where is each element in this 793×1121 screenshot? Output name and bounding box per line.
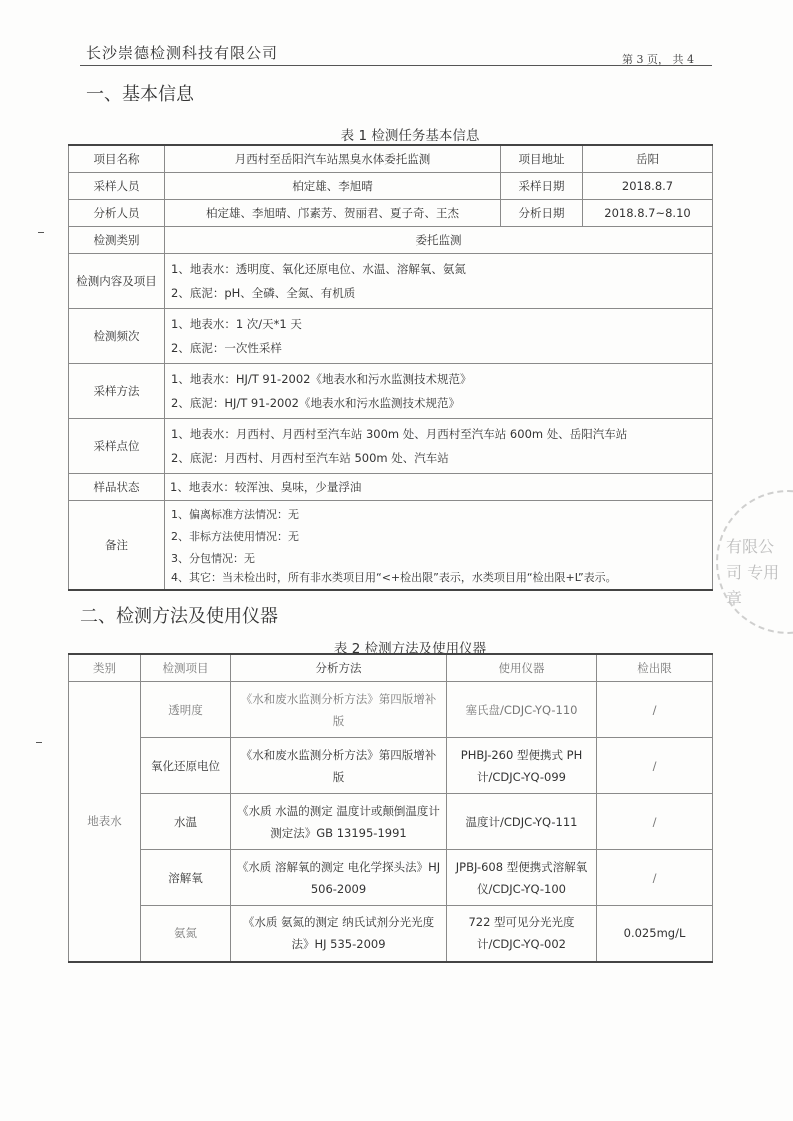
column-header: 分析方法: [231, 654, 447, 682]
column-header: 检测项目: [141, 654, 231, 682]
instrument-cell: 温度计/CDJC-YQ-111: [447, 794, 597, 850]
limit-cell: 0.025mg/L: [597, 906, 713, 962]
page-number: 第 3 页， 共 4: [622, 53, 694, 66]
cell-label: 分析日期: [501, 200, 583, 227]
item-cell: 溶解氧: [141, 850, 231, 906]
table-row: [69, 474, 713, 501]
sampler: 柏定雄、李旭晴: [165, 173, 501, 200]
table-row: [69, 682, 713, 738]
column-header: 使用仪器: [447, 654, 597, 682]
header-rule: [80, 65, 712, 66]
remark-line: 2、非标方法使用情况：无: [171, 530, 299, 543]
item-cell: 氧化还原电位: [141, 738, 231, 794]
frequency-line: 1、地表水：1 次/天*1 天: [171, 317, 302, 331]
content-line: 2、底泥：pH、全磷、全氮、有机质: [171, 286, 356, 300]
method-cell: 《水和废水监测分析方法》第四版增补版: [231, 738, 447, 794]
test-content: [165, 254, 713, 309]
frequency: [165, 309, 713, 364]
instrument-cell: 722 型可见分光光度计/CDJC-YQ-002: [447, 906, 597, 962]
cell-label: 采样日期: [501, 173, 583, 200]
table-row: [69, 738, 713, 794]
item-cell: 氨氮: [141, 906, 231, 962]
table-row: [69, 501, 713, 591]
remark-line: 3、分包情况：无: [171, 552, 255, 565]
methods-table: [68, 653, 713, 963]
cell-label: 检测类别: [69, 227, 165, 254]
remark-line: 1、偏离标准方法情况：无: [171, 508, 299, 521]
cell-label: 采样方法: [69, 364, 165, 419]
item-cell: 水温: [141, 794, 231, 850]
instrument-cell: 塞氏盘/CDJC-YQ-110: [447, 682, 597, 738]
cell-label: 备注: [69, 501, 165, 591]
table-header-row: [69, 654, 713, 682]
method-cell: 《水和废水监测分析方法》第四版增补版: [231, 682, 447, 738]
table-row: [69, 906, 713, 962]
table-row: [69, 850, 713, 906]
cell-label: 检测频次: [69, 309, 165, 364]
remark-line: 4、其它：当未检出时，所有非水类项目用“<+检出限”表示，水类项目用“检出限+L”表示。: [171, 571, 617, 584]
company-name: 长沙崇德检测科技有限公司: [86, 44, 279, 62]
project-address: 岳阳: [583, 145, 713, 173]
project-name: 月西村至岳阳汽车站黑臭水体委托监测: [165, 145, 501, 173]
frequency-line: 2、底泥：一次性采样: [171, 341, 282, 355]
remarks: [165, 501, 713, 591]
scan-mark: [36, 742, 42, 743]
cell-label: 检测内容及项目: [69, 254, 165, 309]
cell-label: 样品状态: [69, 474, 165, 501]
table-row: [69, 227, 713, 254]
cell-label: 采样人员: [69, 173, 165, 200]
cell-label: 项目名称: [69, 145, 165, 173]
method-cell: 《水质 水温的测定 温度计或颠倒温度计测定法》GB 13195-1991: [231, 794, 447, 850]
sampling-method: [165, 364, 713, 419]
table2-caption: 表 2 检测方法及使用仪器: [333, 641, 487, 657]
limit-cell: /: [597, 794, 713, 850]
table-row: [69, 419, 713, 474]
column-header: 类别: [69, 654, 141, 682]
instrument-cell: PHBJ-260 型便携式 PH 计/CDJC-YQ-099: [447, 738, 597, 794]
cell-label: 项目地址: [501, 145, 583, 173]
analyst: 柏定雄、李旭晴、邝素芳、贺丽君、夏子奇、王杰: [165, 200, 501, 227]
table-row: [69, 200, 713, 227]
sample-state: 1、地表水：较浑浊、臭味，少量浮油: [165, 474, 713, 501]
instrument-cell: JPBJ-608 型便携式溶解氧仪/CDJC-YQ-100: [447, 850, 597, 906]
method-cell: 《水质 溶解氧的测定 电化学探头法》HJ 506-2009: [231, 850, 447, 906]
company-seal: [716, 490, 793, 634]
method-cell: 《水质 氨氮的测定 纳氏试剂分光光度法》HJ 535-2009: [231, 906, 447, 962]
section-title-basic-info: 一、基本信息: [86, 84, 194, 105]
table-row: [69, 145, 713, 173]
scan-mark: [38, 232, 44, 233]
table-row: [69, 309, 713, 364]
section-title-methods: 二、检测方法及使用仪器: [80, 606, 278, 627]
test-type: 委托监测: [165, 227, 713, 254]
point-line: 1、地表水：月西村、月西村至汽车站 300m 处、月西村至汽车站 600m 处、岳阳汽车站: [171, 427, 628, 441]
seal-text: 有限公司 专用章: [726, 537, 780, 608]
category-cell: 地表水: [69, 682, 141, 962]
analysis-date: 2018.8.7~8.10: [583, 200, 713, 227]
sampling-point: [165, 419, 713, 474]
limit-cell: /: [597, 850, 713, 906]
table1-caption: 表 1 检测任务基本信息: [340, 128, 480, 144]
table-row: [69, 794, 713, 850]
method-line: 2、底泥：HJ/T 91-2002《地表水和污水监测技术规范》: [171, 396, 460, 410]
item-cell: 透明度: [141, 682, 231, 738]
table-row: [69, 173, 713, 200]
task-info-table: [68, 144, 713, 591]
method-line: 1、地表水：HJ/T 91-2002《地表水和污水监测技术规范》: [171, 372, 472, 386]
cell-label: 分析人员: [69, 200, 165, 227]
sampling-date: 2018.8.7: [583, 173, 713, 200]
column-header: 检出限: [597, 654, 713, 682]
table-row: [69, 254, 713, 309]
point-line: 2、底泥：月西村、月西村至汽车站 500m 处、汽车站: [171, 451, 449, 465]
limit-cell: /: [597, 738, 713, 794]
content-line: 1、地表水：透明度、氧化还原电位、水温、溶解氧、氨氮: [171, 262, 466, 276]
table-row: [69, 364, 713, 419]
cell-label: 采样点位: [69, 419, 165, 474]
limit-cell: /: [597, 682, 713, 738]
